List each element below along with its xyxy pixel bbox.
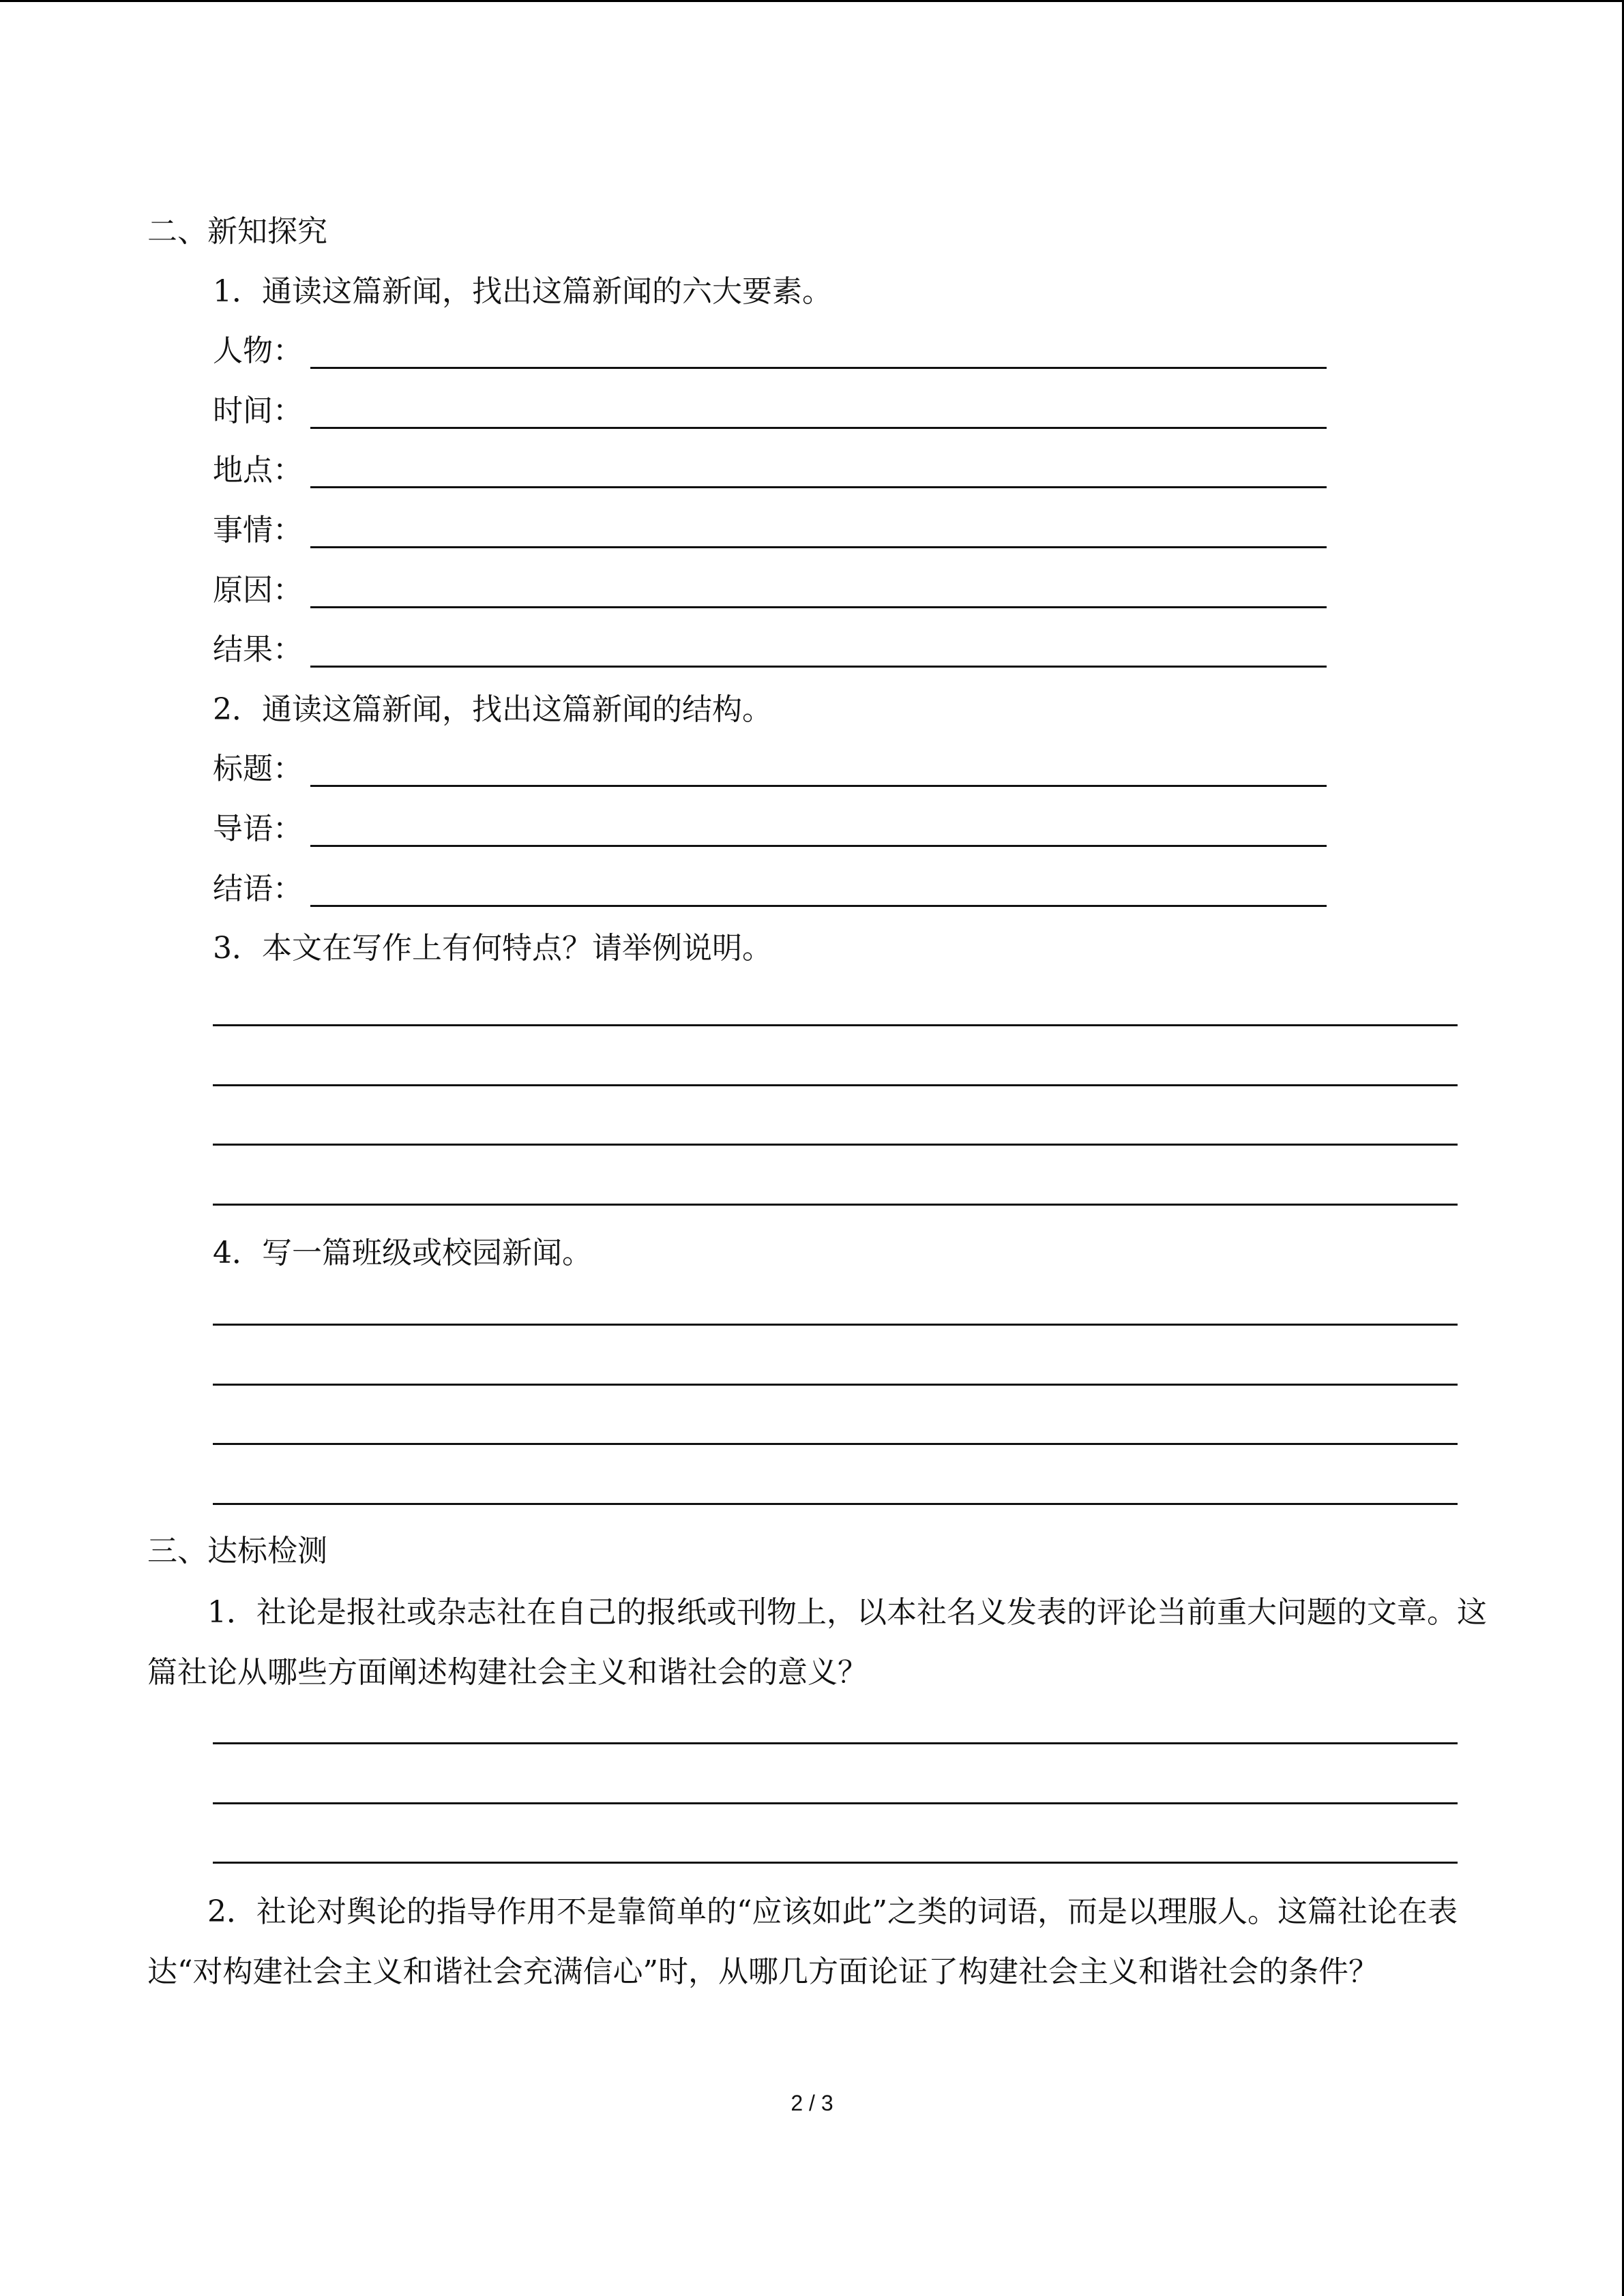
answer-line[interactable] <box>310 666 1327 668</box>
answer-line[interactable] <box>213 1862 1458 1864</box>
answer-line[interactable] <box>213 1144 1458 1146</box>
question-paragraph: 2．社论对舆论的指导作用不是靠简单的“应该如此”之类的词语，而是以理服人。这篇社论在表达“对构建社会主义和谐社会充满信心”时，从哪几方面论证了构建社会主义和谐社会的条件？ <box>147 1894 1458 1989</box>
answer-line[interactable] <box>310 546 1327 548</box>
answer-line[interactable] <box>310 845 1327 847</box>
answer-line[interactable] <box>310 905 1327 907</box>
answer-line[interactable] <box>213 1742 1458 1744</box>
answer-line[interactable] <box>213 1324 1458 1326</box>
question-prompt: 2．通读这篇新闻，找出这篇新闻的结构。 <box>213 692 772 727</box>
field-label: 时间： <box>213 393 303 428</box>
answer-line[interactable] <box>213 1384 1458 1386</box>
page-border-top <box>0 0 1624 2</box>
field-label: 标题： <box>213 751 303 786</box>
answer-line[interactable] <box>213 1503 1458 1505</box>
field-label: 结语： <box>213 871 303 906</box>
field-label: 地点： <box>213 453 303 488</box>
answer-line[interactable] <box>310 486 1327 488</box>
answer-line[interactable] <box>213 1443 1458 1445</box>
answer-line[interactable] <box>213 1802 1458 1804</box>
field-label: 原因： <box>213 573 303 608</box>
field-label: 事情： <box>213 513 303 548</box>
field-label: 导语： <box>213 811 303 846</box>
answer-line[interactable] <box>213 1204 1458 1206</box>
question-prompt: 4．写一篇班级或校园新闻。 <box>213 1236 592 1270</box>
answer-line[interactable] <box>213 1084 1458 1086</box>
field-label: 结果： <box>213 632 303 667</box>
answer-line[interactable] <box>310 785 1327 787</box>
answer-line[interactable] <box>310 427 1327 429</box>
answer-line[interactable] <box>310 367 1327 369</box>
answer-line[interactable] <box>310 606 1327 608</box>
page-indicator: 2 / 3 <box>791 2091 833 2115</box>
question-prompt: 3．本文在写作上有何特点？请举例说明。 <box>213 931 772 966</box>
section-heading: 二、新知探究 <box>147 214 327 249</box>
section-heading: 三、达标检测 <box>147 1534 327 1568</box>
field-label: 人物： <box>213 333 303 368</box>
question-prompt: 1．通读这篇新闻，找出这篇新闻的六大要素。 <box>213 274 832 309</box>
answer-line[interactable] <box>213 1024 1458 1026</box>
question-paragraph: 1．社论是报社或杂志社在自己的报纸或刊物上，以本社名义发表的评论当前重大问题的文章。这篇社论从哪些方面阐述构建社会主义和谐社会的意义？ <box>147 1595 1487 1690</box>
